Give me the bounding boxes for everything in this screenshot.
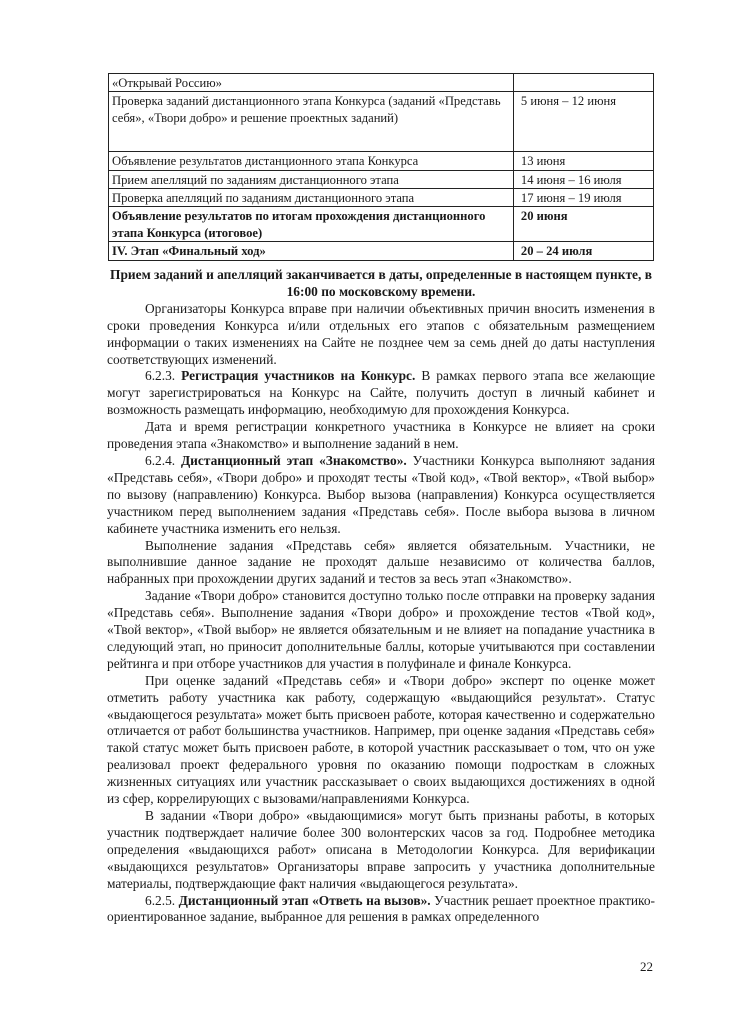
table-row: [109, 74, 654, 92]
body-text: [107, 267, 655, 926]
table-row: [109, 189, 654, 207]
dates-cell: [513, 74, 653, 92]
section-6-2-3: [107, 368, 655, 419]
schedule-table: [108, 73, 654, 261]
section-number: 6.2.5.: [145, 892, 176, 908]
paragraph-expert-evaluation: При оценке заданий «Представь себя» и «Твори добро» эксперт по оценке может отметить работу участника как работу, содержащую «выдающийся результат». Статус «выдающегося результата» может быть присвоен работе, которая качественно и содержательно отличается от работ большинства участников. Например, при оценке задания «Представь себя» такой статус может быть присвоен работе, в которой участник рассказывает о том, что он уже реализовал проект федерального уровня по оказанию помощи подросткам в сложных жизненных ситуациях или участник рассказывает о своих выдающихся достижениях в одной из сфер, коррелирующих с вызовами/направлениями Конкурса.: [107, 672, 655, 807]
paragraph-tvori-dobro: Задание «Твори добро» становится доступно только после отправки на проверку задания «Представь себя». Выполнение задания «Твори добро» и прохождение тестов «Твой код», «Твой вектор», «Твой выбор» не является обязательным и не влияет на попадание участника в следующий этап, но приносит дополнительные баллы, которые учитываются при составлении рейтинга и при отборе участников для участия в полуфинале и финале Конкурса.: [107, 588, 655, 671]
table-row: [109, 242, 654, 260]
paragraph-organizers: Организаторы Конкурса вправе при наличии объективных причин вносить изменения в сроки проведения Конкурса и/или отдельных его этапов с обязательным размещением информации о таких изменениях на Сайте не позднее чем за семь дней до даты наступления соответствующих изменений.: [107, 300, 655, 367]
dates-cell: 20 – 24 июля: [513, 242, 653, 260]
section-6-2-5: [107, 893, 655, 927]
section-text: Участник решает проектное практико-ориентированное задание, выбранное для решения в рамках определенного: [107, 892, 655, 925]
section-6-2-4: [107, 453, 655, 538]
activity-cell: Проверка заданий дистанционного этапа Конкурса (заданий «Представь себя», «Твори добро» и решение проектных заданий): [109, 92, 514, 152]
section-text: Участники Конкурса выполняют задания «Представь себя», «Твори добро» и проходят тесты «Твой код», «Твой вектор», «Твой выбор» по вызову (направлению) Конкурса. Выбор вызова (направления) Конкурса осуществляется участником перед выполнением задания «Представь себя». После выбора вызова в личном кабинете участника изменить его нельзя.: [107, 452, 655, 536]
section-text: В рамках первого этапа все желающие могут зарегистрироваться на Конкурс на Сайте, получить доступ в личный кабинет и возможность размещать информацию, необходимую для прохождения Конкурса.: [107, 368, 656, 418]
table-row: [109, 92, 654, 152]
activity-cell: Объявление результатов по итогам прохождения дистанционного этапа Конкурса (итоговое): [109, 207, 514, 242]
table-row: [109, 170, 654, 188]
dates-cell: 20 июня: [513, 207, 653, 242]
dates-cell: 13 июня: [513, 152, 653, 170]
section-title: Регистрация участников на Конкурс.: [181, 368, 416, 384]
table-row: [109, 207, 654, 242]
deadline-notice: Прием заданий и апелляций заканчивается в даты, определенные в настоящем пункте, в 16:00 по московскому времени.: [110, 267, 652, 299]
activity-cell: Объявление результатов дистанционного этапа Конкурса: [109, 152, 514, 170]
activity-cell: «Открывай Россию»: [109, 74, 514, 92]
section-title: Дистанционный этап «Ответь на вызов».: [178, 892, 431, 908]
paragraph-registration-date: Дата и время регистрации конкретного участника в Конкурсе не влияет на сроки проведения этапа «Знакомство» и выполнение заданий в нем.: [107, 419, 655, 452]
dates-cell: 17 июня – 19 июля: [513, 189, 653, 207]
dates-cell: 14 июня – 16 июля: [513, 170, 653, 188]
paragraph-volunteer-hours: В задании «Твори добро» «выдающимися» могут быть признаны работы, в которых участник подтверждает наличие более 300 волонтерских часов за год. Подробнее методика определения «выдающихся работ» описана в Методологии Конкурса. Для верификации «выдающихся результатов» Организаторы вправе запросить у участника дополнительные материалы, подтверждающие факт наличия «выдающегося результата».: [107, 808, 655, 891]
dates-cell: 5 июня – 12 июня: [513, 92, 653, 152]
activity-cell: Прием апелляций по заданиям дистанционного этапа: [109, 170, 514, 188]
table-row: [109, 152, 654, 170]
section-title: Дистанционный этап «Знакомство».: [180, 452, 407, 468]
section-number: 6.2.3.: [145, 368, 176, 384]
paragraph-mandatory-task: Выполнение задания «Представь себя» является обязательным. Участники, не выполнившие данное задание не проходят дальше независимо от количества баллов, набранных при прохождении других заданий и тестов за весь этап «Знакомство».: [107, 537, 655, 587]
section-number: 6.2.4.: [145, 452, 176, 468]
activity-cell: Проверка апелляций по заданиям дистанционного этапа: [109, 189, 514, 207]
page-number: 22: [640, 959, 653, 974]
activity-cell: IV. Этап «Финальный ход»: [109, 242, 514, 260]
